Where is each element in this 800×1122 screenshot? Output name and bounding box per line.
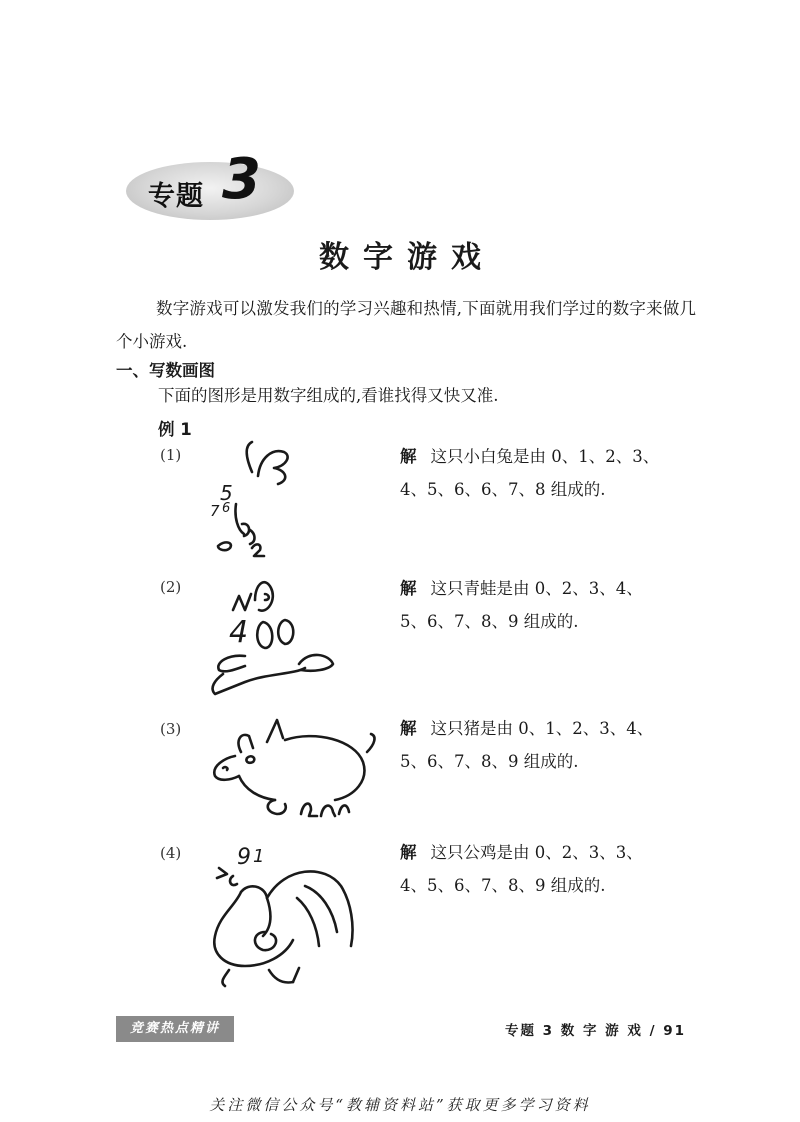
pig-drawing xyxy=(205,712,380,824)
page-number: 91 xyxy=(663,1023,686,1039)
svg-text:9: 9 xyxy=(237,845,251,870)
promo-notice: 关注微信公众号“教辅资料站”获取更多学习资料 xyxy=(209,1096,591,1114)
solution-line2-2: 5、6、7、8、9 组成的. xyxy=(400,612,579,631)
solution-keyword-1: 解 xyxy=(400,447,417,466)
svg-text:7: 7 xyxy=(210,502,220,520)
item-number-2: (2) xyxy=(160,578,182,596)
solution-line2-3: 5、6、7、8、9 组成的. xyxy=(400,752,579,771)
page-title: 数字游戏 xyxy=(319,240,495,275)
solution-3 xyxy=(400,712,700,778)
solution-2 xyxy=(400,572,700,638)
rabbit-drawing xyxy=(200,438,300,562)
solution-line1-3: 这只猪是由 0、1、2、3、4、 xyxy=(430,719,654,738)
running-head: 专题 3 数 字 游 戏 xyxy=(504,1023,643,1039)
topic-badge-number: 3 xyxy=(222,147,261,212)
section-description: 下面的图形是用数字组成的,看谁找得又快又准. xyxy=(158,386,499,405)
example-label: 例 1 xyxy=(158,420,192,439)
svg-text:5: 5 xyxy=(220,481,233,505)
item-number-1: (1) xyxy=(160,446,182,464)
frog-drawing xyxy=(205,570,340,700)
solution-keyword-4: 解 xyxy=(400,843,417,862)
topic-badge-label: 专题 xyxy=(148,181,204,212)
svg-text:4: 4 xyxy=(229,615,249,650)
rooster-drawing xyxy=(205,836,365,996)
svg-text:1: 1 xyxy=(253,846,265,867)
solution-4 xyxy=(400,836,700,902)
solution-1 xyxy=(400,440,700,506)
solution-line1-1: 这只小白兔是由 0、1、2、3、 xyxy=(430,447,660,466)
solution-line1-2: 这只青蛙是由 0、2、3、4、 xyxy=(430,579,643,598)
footer-slash: / xyxy=(649,1023,664,1039)
footer-series-tag: 竞赛热点精讲 xyxy=(116,1016,234,1042)
solution-line2-4: 4、5、6、7、8、9 组成的. xyxy=(400,876,606,895)
svg-text:6: 6 xyxy=(222,501,231,516)
item-number-3: (3) xyxy=(160,720,182,738)
intro-paragraph: 数字游戏可以激发我们的学习兴趣和热情,下面就用我们学过的数字来做几个小游戏. xyxy=(116,299,696,351)
section-heading: 一、写数画图 xyxy=(116,361,215,380)
item-number-4: (4) xyxy=(160,844,182,862)
solution-keyword-3: 解 xyxy=(400,719,417,738)
solution-line1-4: 这只公鸡是由 0、2、3、3、 xyxy=(430,843,643,862)
solution-line2-1: 4、5、6、6、7、8 组成的. xyxy=(400,480,606,499)
running-footer xyxy=(460,1019,686,1039)
solution-keyword-2: 解 xyxy=(400,579,417,598)
